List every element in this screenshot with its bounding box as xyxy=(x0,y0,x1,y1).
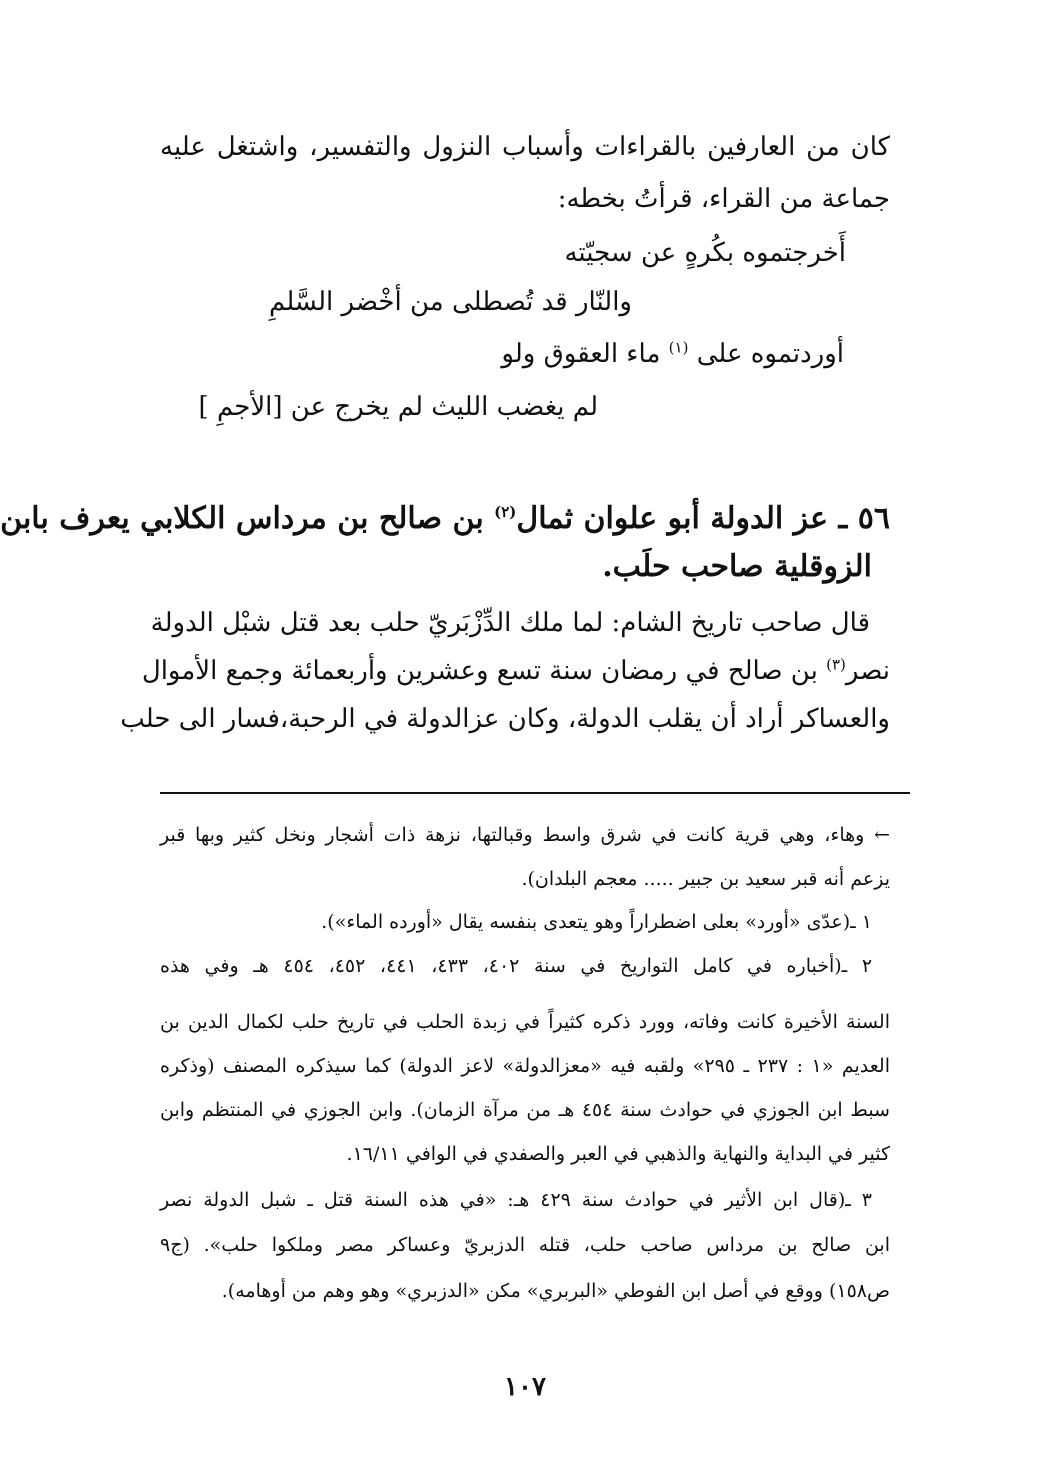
entry-para-line-2 xyxy=(141,655,890,686)
poem-verse-2a-before: أوردتموه على xyxy=(696,339,844,369)
footnote-ref-2: (٢) xyxy=(494,503,517,521)
poem-verse-1b: والنّار قد تُصطلى من أخْضر السَّلمِ xyxy=(269,287,632,317)
footnote-ref-3: (٣) xyxy=(826,655,846,674)
poem-verse-1a: أَخرجتموه بكُرهٍ عن سجيّته xyxy=(564,238,846,268)
footnote-continuation-2: يزعم أنه قبر سعيد بن جبير ..... معجم البلدان). xyxy=(521,868,890,890)
poem-verse-2a xyxy=(501,338,844,369)
footnote-3-line-1: ٣ ـ(قال ابن الأثير في حوادث سنة ٤٢٩ هـ: «في هذه السنة قتل ـ شبل الدولة نصر xyxy=(160,1189,872,1211)
entry-para-line-1: قال صاحب تاريخ الشام: لما ملك الدِّزْبَريّ حلب بعد قتل شبْل الدولة xyxy=(150,608,870,638)
footnote-2-line-1: ٢ ـ(أخباره في كامل التواريخ في سنة ٤٠٢، ٤٣٣، ٤٤١، ٤٥٢، ٤٥٤ هـ وفي هذه xyxy=(160,955,873,977)
footnote-2-line-2: السنة الأخيرة كانت وفاته، وورد ذكره كثيراً في زبدة الحلب في تاريخ حلب لكمال الدين بن xyxy=(160,1011,890,1033)
poem-verse-2b: لم يغضب الليث لم يخرج عن [الأجمِ ] xyxy=(198,392,598,422)
intro-line-1: كان من العارفين بالقراءات وأسباب النزول والتفسير، واشتغل عليه xyxy=(160,132,890,162)
footnote-3-line-2: ابن صالح بن مرداس صاحب حلب، قتله الدزبريّ وعساكر مصر وملكوا حلب». (ج٩ xyxy=(160,1234,890,1256)
intro-line-2: جماعة من القراء، قرأتُ بخطه: xyxy=(557,184,890,214)
entry-para-2-before: نصر xyxy=(845,656,890,686)
footnote-continuation-1: ← وهاء، وهي قرية كانت في شرق واسط وقبالتها، نزهة ذات أشجار ونخل كثير وبها قبر xyxy=(160,824,890,846)
footnote-3-line-3: ص١٥٨) ووقع في أصل ابن الفوطي «البربري» مكن «الدزبري» وهو وهم من أوهامه). xyxy=(221,1280,890,1302)
footnote-ref-1: (١) xyxy=(668,338,689,357)
entry-para-line-3: والعساكر أراد أن يقلب الدولة، وكان عزالدولة في الرحبة،فسار الى حلب xyxy=(120,704,890,734)
footnote-2-line-5: كثير في البداية والنهاية والذهبي في العبر والصفدي في الوافي ١٦/١١. xyxy=(346,1143,890,1165)
entry-heading-line-2: الزوقلية صاحب حلَب. xyxy=(602,549,872,584)
entry-para-2-after: بن صالح في رمضان سنة تسع وعشرين وأربعمائة وجمع الأموال xyxy=(141,656,827,686)
footnote-divider xyxy=(160,792,910,794)
footnote-2-line-4: سبط ابن الجوزي في حوادث سنة ٤٥٤ هـ من مرآة الزمان). وابن الجوزي في المنتظم وابن xyxy=(160,1099,890,1121)
entry-heading-line-1 xyxy=(0,501,890,536)
footnote-2-line-3: العديم «١ : ٢٣٧ ـ ٢٩٥» ولقبه فيه «معزالدولة» لاعز الدولة) كما سيذكره المصنف (وذكره xyxy=(160,1055,890,1077)
page-number: ١٠٧ xyxy=(504,1372,546,1402)
entry-heading-after: بن صالح بن مرداس الكلابي يعرف بابن xyxy=(0,501,495,536)
footnote-1: ١ ـ(عدّى «أورد» بعلى اضطراراً وهو يتعدى بنفسه يقال «أورده الماء»). xyxy=(321,911,872,933)
poem-verse-2a-after: ماء العقوق ولو xyxy=(501,339,661,369)
entry-heading-before: ٥٦ ـ عز الدولة أبو علوان ثمال xyxy=(516,501,890,536)
